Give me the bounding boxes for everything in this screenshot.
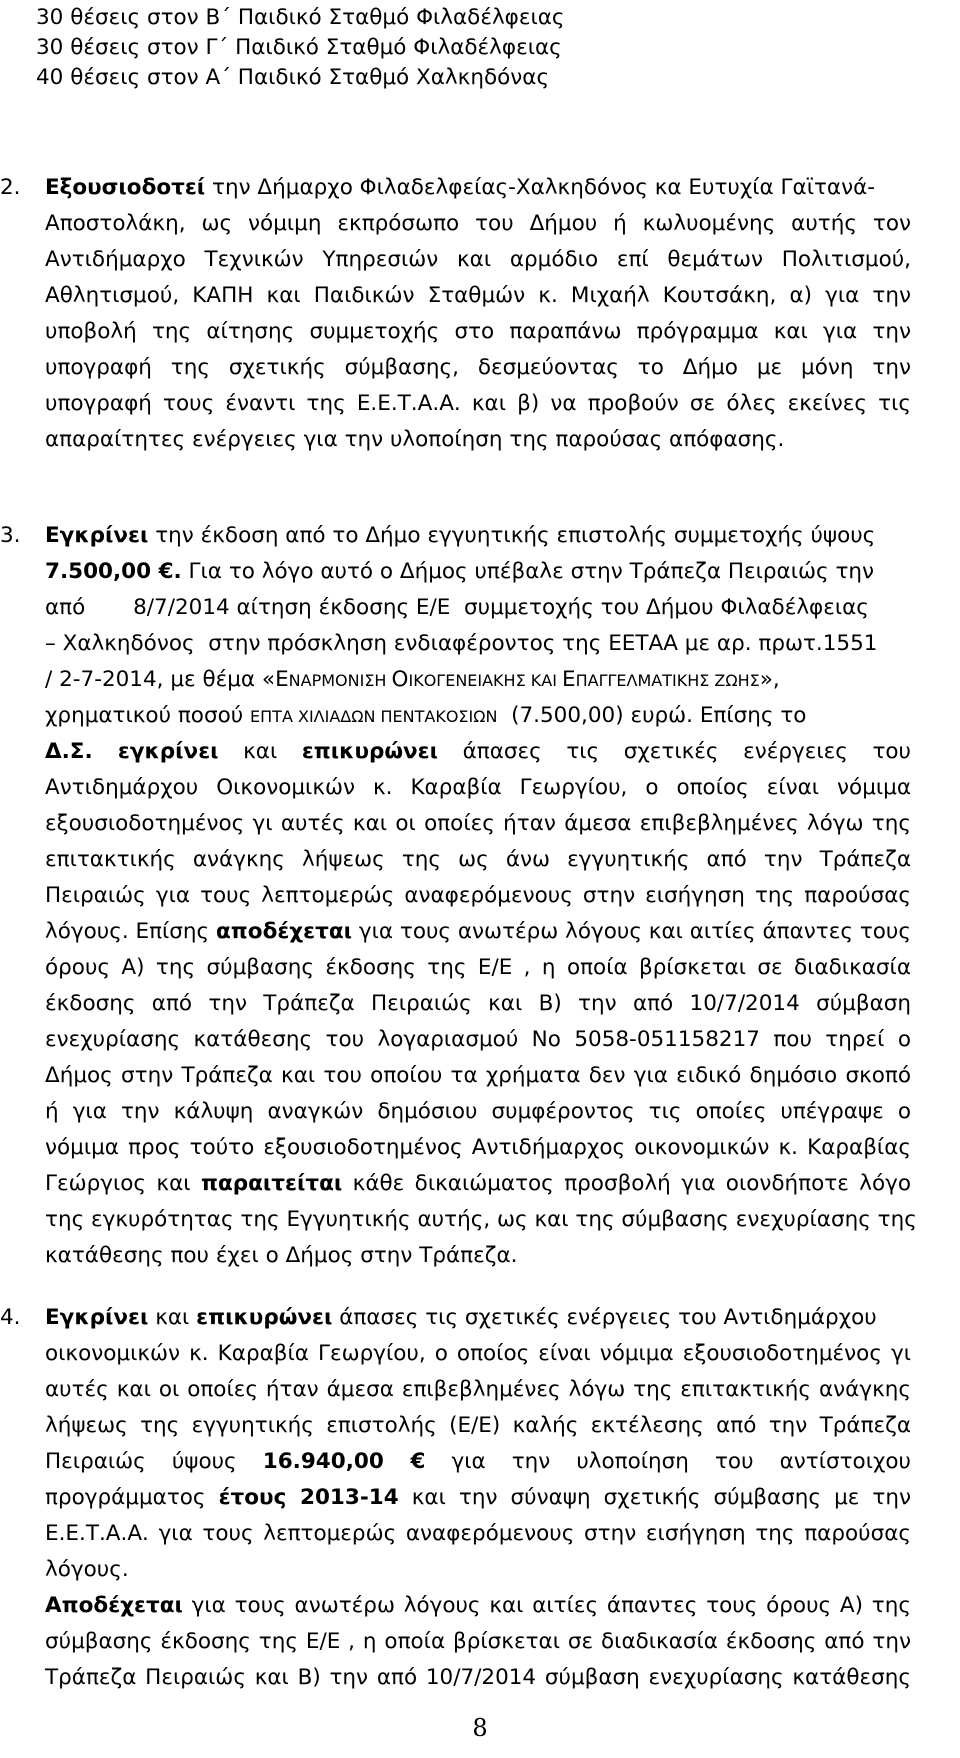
paragraph-line: υποβολή της αίτησης συμμετοχής στο παραπάνω πρόγραμμα και για την [45, 319, 911, 344]
paragraph-line: από 8/7/2014 αίτηση έκδοσης Ε/Ε συμμετοχής του Δήμου Φιλαδέλφειας [45, 595, 869, 620]
paragraph-line: ενεχυρίασης κατάθεσης του λογαριασμού Νο 5058-051158217 που τηρεί ο [45, 1027, 911, 1052]
paragraph-line: αυτές και οι οποίες ήταν άμεσα επιβεβλημένες λόγω της επιτακτικής ανάγκης [45, 1377, 911, 1402]
text-run: επικυρώνει [301, 739, 439, 764]
text-run: λόγους. Επίσης [45, 919, 217, 944]
text-run: », [759, 667, 780, 692]
paragraph-line: ή για την κάλυψη αναγκών δημόσιου συμφέροντος τις οποίες υπέγραψε ο [45, 1099, 911, 1124]
page-number: 8 [472, 1714, 488, 1742]
text-run: την έκδοση από το Δήμο εγγυητικής επιστολής συμμετοχής ύψους [148, 523, 876, 548]
text-run: Για το λόγο αυτό ο Δήμος υπέβαλε στην Τράπεζα Πειραιώς την [181, 559, 875, 584]
paragraph-line [45, 1480, 911, 1516]
text-run: την Δήμαρχο Φιλαδελφείας-Χαλκηδόνος κα Ευτυχία Γαϊτανά- [205, 175, 876, 200]
text-run: Ο [391, 667, 409, 692]
text-run: και [148, 1305, 197, 1330]
item-number: 2. [0, 175, 21, 200]
text-run: για τους ανωτέρω λόγους και αιτίες άπαντες τους όρους Α) της [182, 1593, 911, 1618]
paragraph-line: Ε.Ε.Τ.Α.Α. για τους λεπτομερώς αναφερόμενους στην εισήγηση της παρούσας [45, 1521, 911, 1546]
paragraph-line: Αντιδήμαρχο Τεχνικών Υπηρεσιών και αρμόδιο επί θεμάτων Πολιτισμού, [45, 247, 911, 272]
paragraph-line: εξουσιοδοτημένος γι αυτές και οι οποίες ήταν άμεσα επιβεβλημένες λόγω της [45, 811, 911, 836]
paragraph-line [45, 170, 911, 206]
text-run: προγράμματος [45, 1485, 219, 1510]
paragraph-line [45, 554, 911, 590]
paragraph-line: έκδοσης από την Τράπεζα Πειραιώς και Β) την από 10/7/2014 σύμβαση [45, 991, 911, 1016]
paragraph-line [45, 1166, 911, 1202]
paragraph-line: Πειραιώς για τους λεπτομερώς αναφερόμενους στην εισήγηση της παρούσας [45, 883, 911, 908]
text-run: για τους ανωτέρω λόγους και αιτίες άπαντες τους [352, 919, 911, 944]
lead-verb: Εγκρίνει [45, 523, 149, 548]
paragraph-line: όρους Α) της σύμβασης έκδοσης της Ε/Ε , η οποία βρίσκεται σε διαδικασία [45, 955, 911, 980]
text-run: (7.500,00) ευρώ. Επίσης το [497, 703, 807, 728]
text-run: για την υλοποίηση του αντίστοιχου [425, 1449, 911, 1474]
text-run: Ε [562, 667, 576, 692]
paragraph-line: λήψεως της εγγυητικής επιστολής (Ε/Ε) καλής εκτέλεσης από την Τράπεζα [45, 1413, 911, 1438]
text-run: / 2-7-2014, με θέμα «Ε [45, 667, 289, 692]
paragraph-line: κατάθεσης που έχει ο Δήμος στην Τράπεζα. [45, 1243, 518, 1268]
lead-verb: Εξουσιοδοτεί [45, 175, 206, 200]
paragraph-line: Τράπεζα Πειραιώς και Β) την από 10/7/2014 σύμβαση ενεχυρίασης κατάθεσης [45, 1665, 911, 1690]
text-run: και την σύναψη σχετικής σύμβασης με την [398, 1485, 912, 1510]
paragraph-line [45, 698, 911, 734]
text-run: Γεώργιος και [45, 1171, 201, 1196]
paragraph-line [45, 734, 911, 770]
text-run: Πειραιώς ύψους [45, 1449, 263, 1474]
text-run: έτους 2013-14 [218, 1485, 399, 1510]
text-run: χρηματικού ποσού [45, 703, 251, 728]
paragraph-line: σύμβασης έκδοσης της Ε/Ε , η οποία βρίσκεται σε διαδικασία έκδοσης από την [45, 1629, 911, 1654]
text-run: εγκρίνει [92, 739, 219, 764]
nursery-seats-line: 40 θέσεις στον Α΄ Παιδικό Σταθμό Χαλκηδόνας [36, 65, 550, 90]
paragraph-line [45, 914, 911, 950]
text-run: ΠΑΓΓΕΛΜΑΤΙΚΗΣ ΖΩΗΣ [575, 671, 760, 690]
guarantee-amount: 7.500,00 €. [45, 559, 182, 584]
paragraph-line: – Χαλκηδόνος στην πρόσκληση ενδιαφέροντος της ΕΕΤΑΑ με αρ. πρωτ.1551 [45, 631, 878, 656]
text-run: άπασες τις σχετικές ενέργειες του [438, 739, 911, 764]
paragraph-line: Αντιδημάρχου Οικονομικών κ. Καραβία Γεωργίου, ο οποίος είναι νόμιμα [45, 775, 911, 800]
guarantee-amount: 16.940,00 € [262, 1449, 426, 1474]
lead-verb: Εγκρίνει [45, 1305, 149, 1330]
item-number: 3. [0, 523, 21, 548]
text-run: ΝΑΡΜΟΝΙΣΗ [288, 671, 392, 690]
paragraph-line [45, 662, 911, 698]
paragraph-line: λόγους. [45, 1557, 129, 1582]
text-run: ΕΠΤΑ ΧΙΛΙΑΔΩΝ ΠΕΝΤΑΚΟΣΙΩΝ [250, 707, 498, 726]
paragraph-line: υπογραφή της σχετικής σύμβασης, δεσμεύοντας το Δήμο με μόνη την [45, 355, 911, 380]
paragraph-line [45, 1300, 911, 1336]
text-run: ΙΚΟΓΕΝΕΙΑΚΗΣ ΚΑΙ [408, 671, 563, 690]
text-run: Αποδέχεται [45, 1593, 183, 1618]
nursery-seats-line: 30 θέσεις στον Γ΄ Παιδικό Σταθμό Φιλαδέλφειας [36, 35, 562, 60]
paragraph-line: Αποστολάκη, ως νόμιμη εκπρόσωπο του Δήμου ή κωλυομένης αυτής τον [45, 211, 911, 236]
paragraph-line: οικονομικών κ. Καραβία Γεωργίου, ο οποίος είναι νόμιμα εξουσιοδοτημένος γι [45, 1341, 911, 1366]
text-run: Δ.Σ. [45, 739, 93, 764]
paragraph-line: επιτακτικής ανάγκης λήψεως της ως άνω εγγυητικής από την Τράπεζα [45, 847, 911, 872]
text-run: και [218, 739, 302, 764]
item-number: 4. [0, 1305, 21, 1330]
paragraph-line: Αθλητισμού, ΚΑΠΗ και Παιδικών Σταθμών κ. Μιχαήλ Κουτσάκη, α) για την [45, 283, 911, 308]
text-run: κάθε δικαιώματος προσβολή για οιονδήποτε λόγο [342, 1171, 911, 1196]
text-run: αποδέχεται [216, 919, 353, 944]
paragraph-line: απαραίτητες ενέργειες για την υλοποίηση της παρούσας απόφασης. [45, 427, 785, 452]
paragraph-line [45, 1444, 911, 1480]
paragraph-line [45, 518, 911, 554]
paragraph-line: υπογραφή τους έναντι της Ε.Ε.Τ.Α.Α. και β) να προβούν σε όλες εκείνες τις [45, 391, 911, 416]
nursery-seats-line: 30 θέσεις στον Β΄ Παιδικό Σταθμό Φιλαδέλφειας [36, 5, 565, 30]
text-run: άπασες τις σχετικές ενέργειες του Αντιδημάρχου [332, 1305, 877, 1330]
paragraph-line [45, 1588, 911, 1624]
text-run: επικυρώνει [196, 1305, 333, 1330]
paragraph-line: της εγκυρότητας της Εγγυητικής αυτής, ως και της σύμβασης ενεχυρίασης της [45, 1207, 917, 1232]
paragraph-line: νόμιμα προς τούτο εξουσιοδοτημένος Αντιδήμαρχος οικονομικών κ. Καραβίας [45, 1135, 911, 1160]
text-run: παραιτείται [200, 1171, 343, 1196]
paragraph-line: Δήμος στην Τράπεζα και του οποίου τα χρήματα δεν για ειδικό δημόσιο σκοπό [45, 1063, 911, 1088]
